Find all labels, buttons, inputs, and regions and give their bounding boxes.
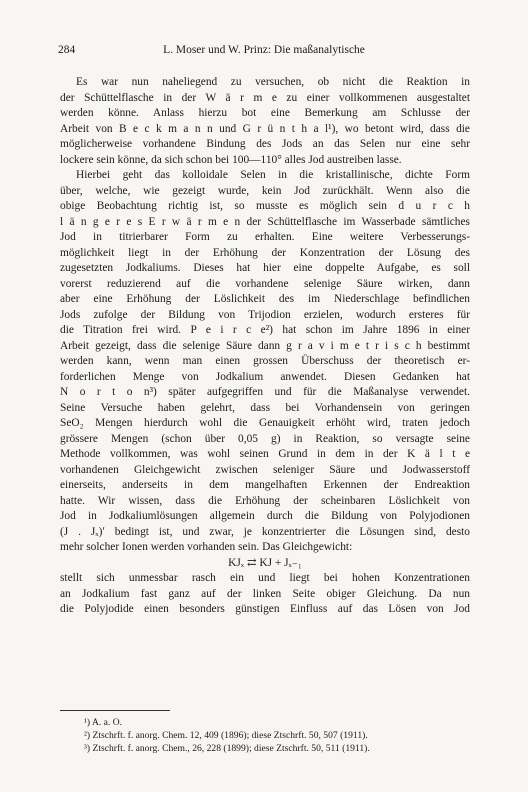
text-line: Jod in Jodkaliumlösungen allgemein durch die Bildung von Polyjodionen [60, 510, 470, 522]
footnote-divider [60, 710, 170, 711]
text-line: vorerst reduzierend auf die vorhandene selenige Säure wirken, dann [60, 277, 470, 290]
footnote: ³) Ztschrft. f. anorg. Chem., 26, 228 (1899); diese Ztschrft. 50, 511 (1911). [84, 743, 370, 754]
text-line: aber eine Erhöhung der Löslichkeit des im Niederschlage befindlichen [60, 293, 470, 305]
text-line: einerseits, anderseits in dem mangelhaften Erkennen der Endreaktion [60, 479, 470, 491]
text-line: an Jodkalium fast ganz auf der linken Seite obiger Gleichung. Da nun [60, 587, 470, 600]
text-line: die Titration frei wird. P e i r c e²) hat schon im Jahre 1896 in einer [60, 324, 470, 336]
footnote: ¹) A. a. O. [84, 717, 123, 728]
footnotes [84, 716, 474, 755]
text-line: die Polyjodide einen besonders günstigen Einfluss auf das Lösen von Jod [60, 603, 470, 615]
page-number: 284 [58, 44, 76, 56]
text-line: Jods zufolge der Bildung von Trijodion erzielen, wodurch ersteres für [60, 308, 470, 321]
text-line: Es war nun naheliegend zu versuchen, ob nicht die Reaktion in [76, 76, 470, 88]
running-head: L. Moser und W. Prinz: Die maßanalytische [163, 44, 365, 56]
text-line: mehr solcher Ionen werden vorhanden sein. Das Gleichgewicht: [60, 541, 353, 553]
text-line: obige Beobachtung richtig ist, so musste es möglich sein d u r c h [60, 200, 470, 212]
text-line: werden kann, wenn man einen grossen Überschuss der theoretisch er- [60, 355, 470, 367]
text-line: Jod in titrierbarer Form zu erhalten. Eine weitere Verbesserungs- [60, 231, 470, 243]
text-line: grössere Mengen (schon über 0,05 g) in Reaktion, so versagte seine [60, 432, 470, 445]
text-line: SeO₂ Mengen hierdurch wohl die Genauigkeit erhöht wird, traten jedoch [60, 417, 470, 429]
text-line: N o r t o n³) später aufgegriffen und für die Maßanalyse verwendet. [60, 386, 470, 398]
text-line: möglicherweise vorhandene Bindung des Jods an das Selen nur eine sehr [60, 138, 470, 150]
text-line: Hierbei geht das kolloidale Selen in die kristallinische, dichte Form [76, 169, 470, 181]
text-line: lockere sein könne, da sich schon bei 100—110° alles Jod austreiben lasse. [60, 153, 402, 166]
text-line: möglichkeit liegt in der Erhöhung der Konzentration der Lösung des [60, 246, 470, 259]
text-line: Arbeit von B e c k m a n n und G r ü n t h a l¹), wo betont wird, dass die [60, 122, 470, 135]
text-line: der Schüttelflasche in der W ä r m e zu einer vollkommenen ausgestaltet [60, 91, 470, 104]
text-line: zugesetzten Jodkaliums. Dieses hat hier eine doppelte Aufgabe, es soll [60, 262, 470, 274]
footnote: ²) Ztschrft. f. anorg. Chem. 12, 409 (1896); diese Ztschrft. 50, 507 (1911). [84, 730, 368, 741]
text-line: forderlichen Menge von Jodkalium anwendet. Diesen Gedanken hat [60, 370, 470, 383]
text-line: (J . Jₓ)ʹ bedingt ist, und zwar, je konzentrierter die Lösungen sind, desto [60, 525, 470, 538]
body-text [60, 75, 470, 618]
text-line: Seine Versuche haben gelehrt, dass bei Vorhandensein von geringen [60, 401, 470, 414]
text-line: werden könne. Anlass hierzu bot eine Bemerkung am Schlusse der [60, 107, 470, 119]
text-line: stellt sich unmessbar rasch ein und liegt bei hohen Konzentrationen [60, 572, 470, 584]
text-line: l ä n g e r e s E r w ä r m e n der Schüttelflasche im Wasserbade sämtliches [60, 215, 470, 228]
text-line: Arbeit gezeigt, dass die selenige Säure dann g r a v i m e t r i s c h bestimmt [60, 339, 470, 352]
text-line: Methode vollkommen, was wohl seinen Grund in dem in der K ä l t e [60, 448, 470, 460]
equation: KJₓ ⇄ KJ + Jₓ₋₁ [228, 556, 302, 569]
text-line: über, welche, wie gezeigt wurde, kein Jod zurückhält. Wenn also die [60, 184, 470, 197]
text-line: hatte. Wir wissen, dass die Erhöhung der scheinbaren Löslichkeit von [60, 494, 470, 507]
text-line: vorhandenen Gleichgewicht zwischen seleniger Säure und Jodwasserstoff [60, 463, 470, 476]
page-header [58, 44, 470, 58]
